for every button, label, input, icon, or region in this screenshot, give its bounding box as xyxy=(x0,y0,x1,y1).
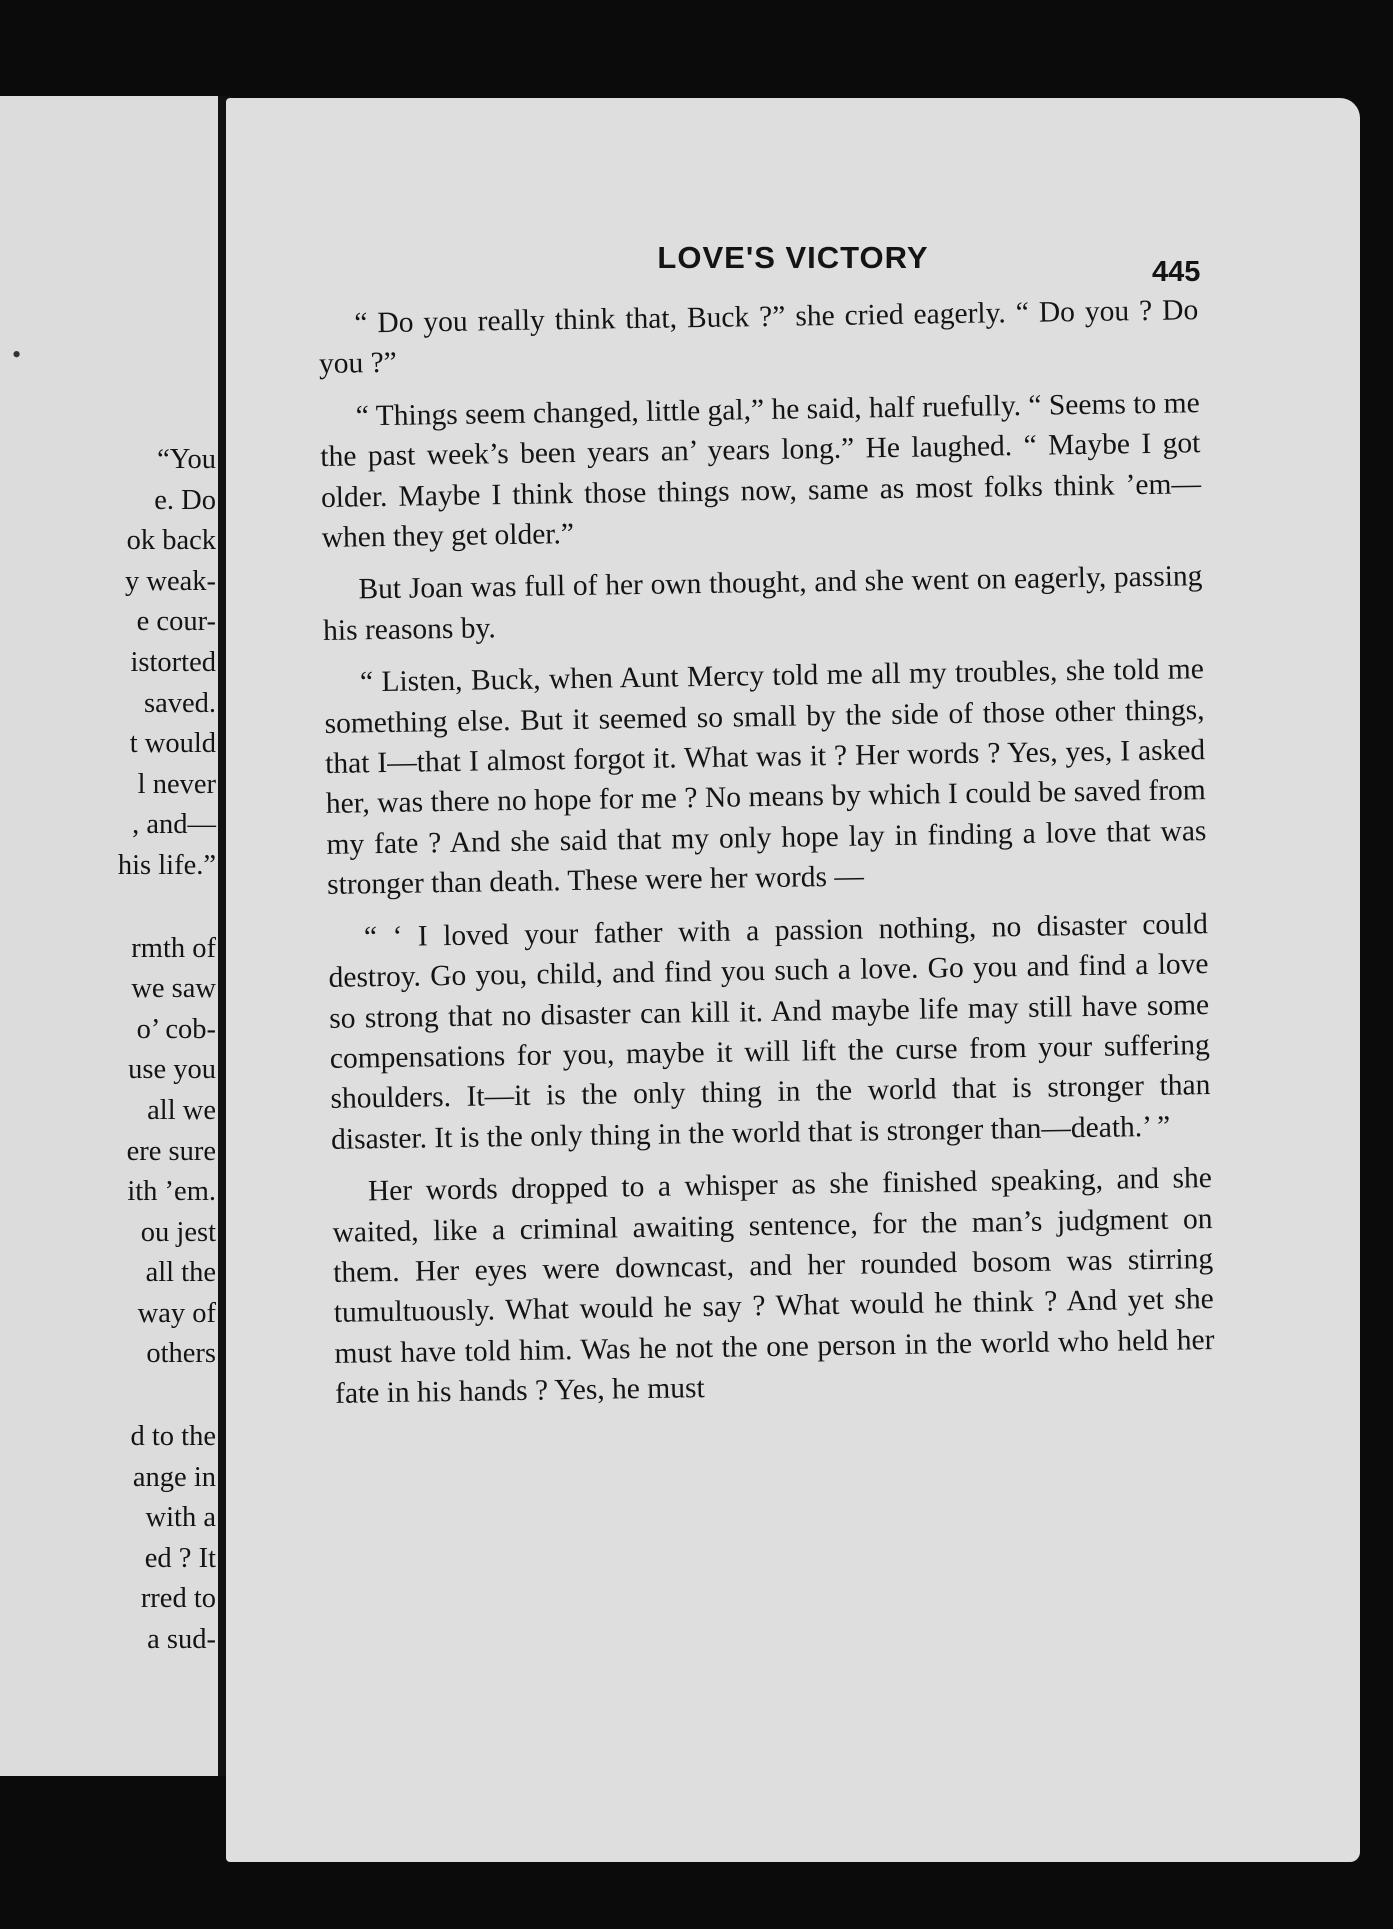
left-line: y weak- xyxy=(125,565,216,597)
left-line: saved. xyxy=(143,687,216,719)
running-head: LOVE'S VICTORY xyxy=(657,240,929,275)
left-line: o’ cob- xyxy=(136,1013,216,1045)
right-page xyxy=(226,98,1360,1862)
paragraph: “ Listen, Buck, when Aunt Mercy told me all my troubles, she told me something else. But it seemed so small by the side of those other things, that I—that I almost forgot it. What was it ? Her words ? Yes, yes, I asked her, was there no hope for me ? No means by which I could be saved from my fate ? And she said that my only hope lay in finding a love that was stronger than death. These were her words — xyxy=(324,653,1207,902)
left-line: l never xyxy=(137,768,216,800)
left-line: with a xyxy=(145,1502,216,1534)
paragraph: “ ‘ I loved your father with a passion nothing, no disaster could destroy. Go you, child, and find you such a love. Go you and find a love so strong that no disaster can kill it. And maybe life may still have some compensations for you, maybe it will lift the curse from your suffering shoulders. It—it is the only thing in the world that is stronger than disaster. It is the only thing in the world that is stronger than—death.’ ” xyxy=(328,907,1211,1156)
left-line: ange in xyxy=(132,1461,216,1493)
left-line: istorted xyxy=(130,646,216,678)
left-line: ok back xyxy=(126,525,216,557)
left-line: e cour- xyxy=(136,606,216,638)
left-line: “You xyxy=(157,444,216,475)
left-line: his life.” xyxy=(117,849,216,881)
left-page-text xyxy=(0,440,218,1661)
paragraph: “ Things seem changed, little gal,” he said, half ruefully. “ Seems to me the past week’s been years an’ years long.” He laughed. “ Maybe I got older. Maybe I think those things now, same as most folks think ’em—when they get older.” xyxy=(320,386,1202,555)
body-text xyxy=(318,290,1216,1426)
left-line: e. Do xyxy=(154,484,216,516)
paragraph: “ Do you really think that, Buck ?” she cried eagerly. “ Do you ? Do you ?” xyxy=(318,294,1199,381)
left-line: d to the xyxy=(130,1421,216,1453)
left-line: way of xyxy=(137,1297,216,1329)
left-line: , and— xyxy=(132,809,216,841)
paragraph: Her words dropped to a whisper as she finished speaking, and she waited, like a criminal awaiting sentence, for the man’s judgment on them. Her eyes were downcast, and her rounded bosom was stirring tumultuously. What would he say ? What would he think ? And yet she must have told him. Was he not the one person in the world who held her fate in his hands ? Yes, he must xyxy=(332,1162,1215,1411)
left-line: we saw xyxy=(131,973,216,1005)
left-line: a sud- xyxy=(147,1624,216,1656)
left-line: rmth of xyxy=(131,932,216,964)
paragraph: But Joan was full of her own thought, and she went on eagerly, passing his reasons by. xyxy=(322,560,1203,647)
left-line: ere sure xyxy=(126,1135,216,1167)
left-line: rred to xyxy=(140,1583,216,1615)
left-line: ith ’em. xyxy=(127,1176,216,1208)
left-line: all we xyxy=(147,1094,216,1126)
left-line: ou jest xyxy=(140,1216,216,1248)
page-number: 445 xyxy=(1152,256,1201,288)
left-line: use you xyxy=(128,1054,216,1086)
left-line: ed ? It xyxy=(144,1542,216,1574)
left-line: all the xyxy=(145,1257,216,1289)
left-page xyxy=(0,96,218,1776)
left-line: t would xyxy=(129,728,216,760)
stray-mark: • xyxy=(12,340,22,369)
left-line: others xyxy=(146,1338,216,1370)
